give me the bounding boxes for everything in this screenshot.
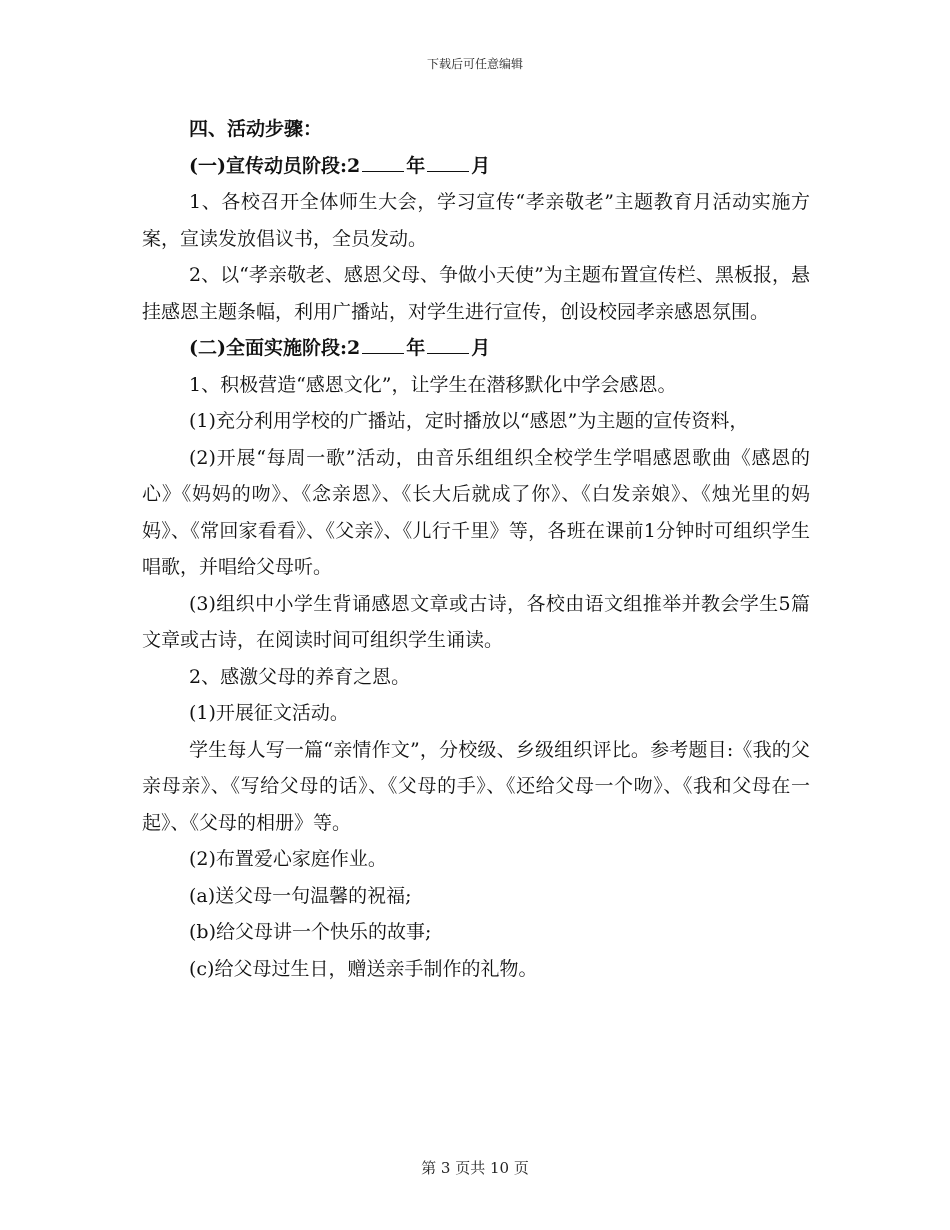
document-body xyxy=(142,111,810,987)
paragraph-7: 2、感激父母的养育之恩。 xyxy=(189,665,411,688)
stage-1-month: 月 xyxy=(471,154,491,177)
month-blank xyxy=(427,151,469,172)
paragraph-12: (b)给父母讲一个快乐的故事; xyxy=(189,921,432,943)
stage-1-heading xyxy=(142,148,810,185)
stage-1-label: (一)宣传动员阶段:2 xyxy=(189,154,361,177)
paragraph-3: 1、积极营造“感恩文化”，让学生在潜移默化中学会感恩。 xyxy=(189,373,677,396)
page-footer: 第 3 页共 10 页 xyxy=(421,1159,529,1177)
year-blank xyxy=(362,333,404,354)
paragraph-9: 学生每人写一篇“亲情作文”，分校级、乡级组织评比。参考题目:《我的父亲母亲》、《写给父母的话》、《父母的手》、《还给父母一个吻》、《我和父母在一起》、《父母的相册》等。 xyxy=(142,738,810,834)
stage-1-year: 年 xyxy=(406,154,426,177)
paragraph-4: (1)充分利用学校的广播站，定时播放以“感恩”为主题的宣传资料， xyxy=(189,410,749,432)
paragraph-5: (2)开展“每周一歌”活动，由音乐组组织全校学生学唱感恩歌曲《感恩的心》《妈妈的吻》、《念亲恩》、《长大后就成了你》、《白发亲娘》、《烛光里的妈妈》、《常回家看看》、《父亲》、《儿行千里》等，各班在课前1分钟时可组织学生唱歌，并唱给父母听。 xyxy=(142,446,810,578)
paragraph-1: 1、各校召开全体师生大会，学习宣传“孝亲敬老”主题教育月活动实施方案，宣读发放倡议书，全员发动。 xyxy=(142,191,810,250)
month-blank xyxy=(427,333,469,354)
stage-2-month: 月 xyxy=(471,337,491,359)
header-note: 下载后可任意编辑 xyxy=(426,57,523,71)
paragraph-13: (c)给父母过生日，赠送亲手制作的礼物。 xyxy=(189,957,538,980)
paragraph-11: (a)送父母一句温馨的祝福; xyxy=(189,884,412,907)
year-blank xyxy=(362,151,404,172)
stage-2-year: 年 xyxy=(406,337,426,359)
paragraph-8: (1)开展征文活动。 xyxy=(189,702,349,724)
paragraph-10: (2)布置爱心家庭作业。 xyxy=(189,848,387,870)
stage-2-heading xyxy=(142,330,810,367)
section-title: 四、活动步骤： xyxy=(189,118,323,140)
paragraph-6: (3)组织中小学生背诵感恩文章或古诗，各校由语文组推举并教会学生5篇文章或古诗，在阅读时间可组织学生诵读。 xyxy=(142,592,810,651)
paragraph-2: 2、以“孝亲敬老、感恩父母、争做小天使”为主题布置宣传栏、黑板报，悬挂感恩主题条幅，利用广播站，对学生进行宣传，创设校园孝亲感恩氛围。 xyxy=(142,264,810,323)
stage-2-label: (二)全面实施阶段:2 xyxy=(189,337,361,359)
